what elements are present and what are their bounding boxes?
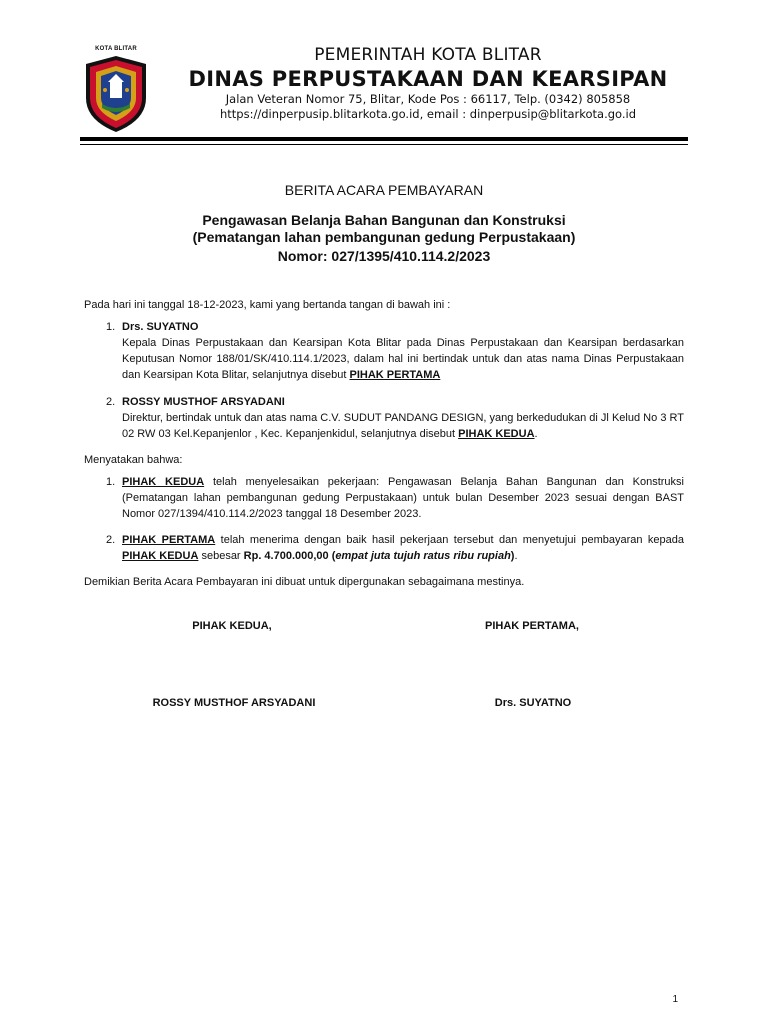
agency-contact: https://dinperpusip.blitarkota.go.id, email : dinperpusip@blitarkota.go.id bbox=[219, 107, 637, 121]
letterhead-rule-thin bbox=[80, 144, 688, 145]
party-item bbox=[84, 394, 684, 442]
statement-body: telah menerima dengan baik hasil pekerjaan tersebut dan menyetujui pembayaran kepada bbox=[215, 534, 685, 546]
list-number: 1. bbox=[106, 476, 116, 488]
letterhead bbox=[0, 0, 768, 150]
signature-name-left: ROSSY MUSTHOF ARSYADANI bbox=[152, 697, 316, 709]
payment-amount-words: empat juta tujuh ratus ribu rupiah bbox=[335, 550, 511, 562]
party-tail: . bbox=[534, 428, 538, 440]
declare-heading: Menyatakan bahwa: bbox=[84, 454, 183, 466]
agency-name: DINAS PERPUSTAKAAN DAN KEARSIPAN bbox=[188, 67, 668, 91]
signature-role-right: PIHAK PERTAMA, bbox=[485, 620, 579, 632]
intro-paragraph: Pada hari ini tanggal 18-12-2023, kami yang bertanda tangan di bawah ini : bbox=[84, 299, 451, 311]
party-label: PIHAK KEDUA bbox=[458, 428, 535, 440]
list-number: 1. bbox=[106, 321, 116, 333]
statement-body: telah menyelesaikan pekerjaan: Pengawasan Belanja Bahan Bangunan dan Konstruksi (Pematangan lahan pembangunan gedung Perpustakaan) untuk bulan Desember 2023 sesuai dengan BAST Nomor 027/1394/410.114.2/2023 tanggal 18 Desember 2023. bbox=[122, 476, 684, 520]
document-title: BERITA ACARA PEMBAYARAN bbox=[284, 182, 484, 198]
statement-label: PIHAK KEDUA bbox=[122, 476, 205, 488]
party-item bbox=[84, 319, 684, 383]
payment-amount-close: ) bbox=[510, 550, 515, 562]
statement-label-2: PIHAK KEDUA bbox=[122, 550, 199, 562]
statement-item bbox=[84, 474, 684, 522]
statement-text bbox=[122, 532, 684, 564]
kota-blitar-emblem-icon bbox=[80, 46, 152, 134]
government-name: PEMERINTAH KOTA BLITAR bbox=[314, 45, 542, 65]
party-description bbox=[122, 335, 684, 383]
party-description-text: Direktur, bertindak untuk dan atas nama C.V. SUDUT PANDANG DESIGN, yang berkedudukan di Jl Kelud No 3 RT 02 RW 03 Kel.Kepanjenlor , Kec. Kepanjenkidul, selanjutnya disebut bbox=[122, 412, 684, 440]
party-name: ROSSY MUSTHOF ARSYADANI bbox=[122, 396, 285, 408]
document-subtitle bbox=[80, 212, 688, 265]
logo-caption: KOTA BLITAR bbox=[95, 46, 137, 52]
page-number: 1 bbox=[672, 994, 678, 1005]
signature-role-left: PIHAK KEDUA, bbox=[192, 620, 272, 632]
payment-amount: Rp. 4.700.000,00 ( bbox=[243, 550, 336, 562]
letterhead-rule-thick bbox=[80, 137, 688, 141]
statement-item bbox=[84, 532, 684, 564]
document-number: Nomor: 027/1395/410.114.2/2023 bbox=[277, 248, 491, 264]
statement-label: PIHAK PERTAMA bbox=[122, 534, 216, 546]
agency-address: Jalan Veteran Nomor 75, Blitar, Kode Pos : 66117, Telp. (0342) 805858 bbox=[225, 92, 631, 106]
letterhead-text bbox=[168, 44, 688, 122]
party-description-text: Kepala Dinas Perpustakaan dan Kearsipan Kota Blitar pada Dinas Perpustakaan dan Kearsipan berdasarkan Keputusan Nomor 188/01/SK/410.114.1/2023, dalam hal ini bertindak untuk dan atas nama Dinas Perpustakaan dan Kearsipan Kota Blitar, selanjutnya disebut bbox=[122, 337, 684, 381]
statement-body-2: sebesar bbox=[198, 550, 244, 562]
party-description bbox=[122, 410, 684, 442]
closing-paragraph: Demikian Berita Acara Pembayaran ini dibuat untuk dipergunakan sebagaimana mestinya. bbox=[84, 576, 525, 588]
subtitle-line-2: (Pematangan lahan pembangunan gedung Perpustakaan) bbox=[192, 229, 576, 245]
subtitle-line-1: Pengawasan Belanja Bahan Bangunan dan Konstruksi bbox=[202, 212, 566, 228]
signature-name-right: Drs. SUYATNO bbox=[494, 697, 572, 709]
list-number: 2. bbox=[106, 534, 116, 546]
list-number: 2. bbox=[106, 396, 116, 408]
party-name: Drs. SUYATNO bbox=[122, 321, 199, 333]
statement-end: . bbox=[514, 550, 518, 562]
statement-text bbox=[122, 474, 684, 522]
party-label: PIHAK PERTAMA bbox=[349, 369, 441, 381]
document-body bbox=[84, 297, 684, 590]
